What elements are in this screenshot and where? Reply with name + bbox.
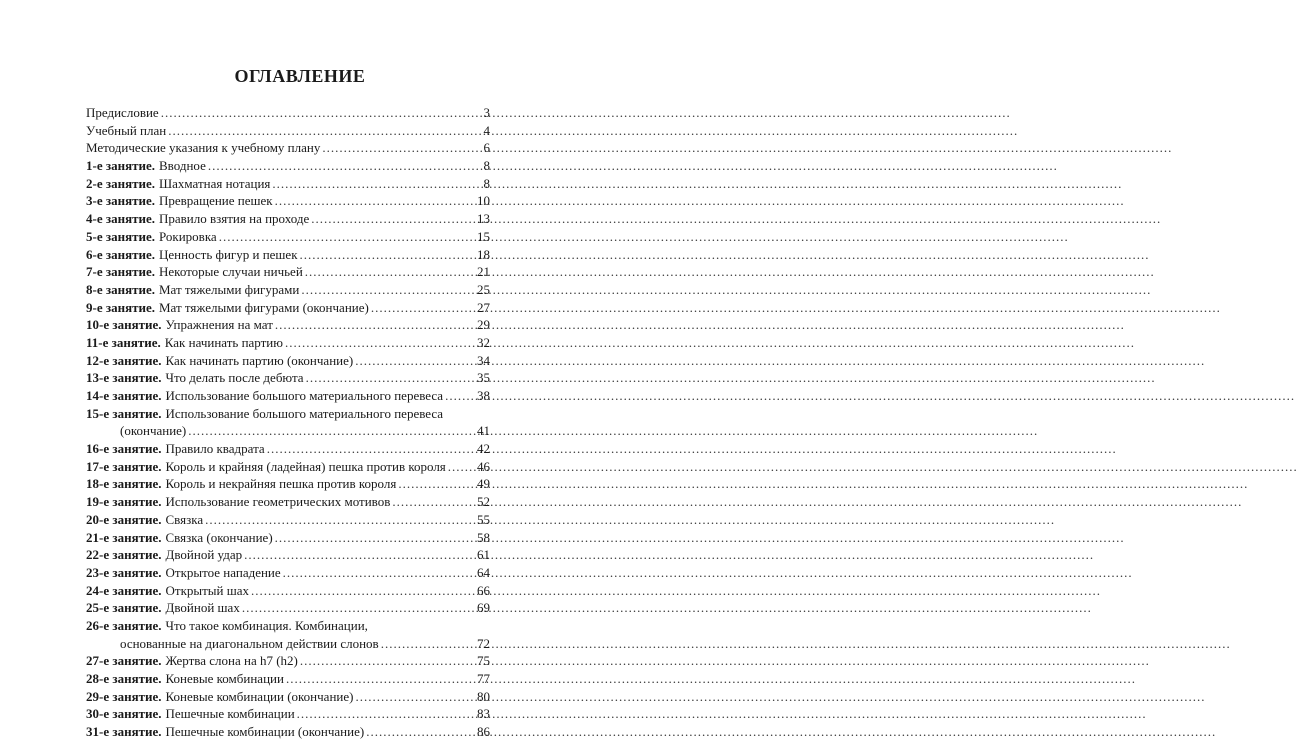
toc-entry	[86, 246, 490, 264]
toc-entry	[86, 192, 490, 210]
toc-title: основанные на диагональном действии слонов	[120, 635, 379, 651]
toc-entry	[86, 139, 490, 157]
toc-line-text	[86, 635, 379, 653]
toc-line-text	[86, 334, 283, 352]
toc-line	[86, 299, 490, 317]
toc-line-text	[86, 529, 273, 547]
toc-entry	[86, 334, 490, 352]
page-number: 49	[477, 476, 490, 492]
toc-title: Что такое комбинация. Комбинации,	[165, 617, 368, 633]
lesson-label: 8-е занятие.	[86, 281, 155, 297]
toc-line-text	[86, 281, 299, 299]
page-number: 25	[477, 281, 490, 297]
dot-leader	[355, 688, 474, 706]
page-number: 83	[477, 706, 490, 722]
dot-leader	[381, 635, 474, 653]
dot-leader	[305, 263, 474, 281]
lesson-label: 14-е занятие.	[86, 388, 162, 403]
dot-leader	[283, 564, 474, 582]
page-number: 8	[483, 158, 490, 174]
toc-entry	[86, 705, 490, 723]
lesson-label: 31-е занятие.	[86, 724, 162, 740]
toc-title: Правило квадрата	[165, 441, 265, 457]
toc-line-text	[86, 246, 298, 264]
toc-line	[86, 635, 490, 653]
dot-leader	[285, 334, 474, 352]
toc-line	[86, 246, 490, 264]
toc-entry	[86, 228, 490, 246]
toc-line-text	[86, 688, 353, 706]
toc-line-text	[86, 617, 368, 635]
toc-title: (окончание)	[120, 423, 187, 439]
toc-line-text	[86, 352, 353, 370]
toc-line	[86, 511, 490, 529]
toc-entry	[86, 175, 490, 193]
toc-line	[86, 281, 490, 299]
dot-leader	[306, 369, 474, 387]
lesson-label: 25-е занятие.	[86, 600, 162, 616]
dot-leader	[275, 192, 474, 210]
lesson-label: 27-е занятие.	[86, 653, 162, 669]
lesson-label: 23-е занятие.	[86, 564, 162, 580]
dot-leader	[300, 246, 474, 264]
lesson-label: 30-е занятие.	[86, 706, 162, 722]
toc-line-text	[86, 475, 396, 493]
dot-leader	[392, 493, 474, 511]
page-number: 55	[477, 511, 490, 527]
toc-line-text	[86, 493, 390, 511]
toc-line	[86, 475, 490, 493]
toc-title: Жертва слона на h7 (h2)	[165, 653, 298, 669]
toc-line	[86, 440, 490, 458]
dot-leader	[208, 157, 474, 175]
toc-title: Связка	[165, 511, 204, 527]
page-number: 66	[477, 582, 490, 598]
toc-title: Шахматная нотация	[159, 175, 271, 191]
dot-leader	[355, 352, 474, 370]
toc-entry	[86, 263, 490, 281]
lesson-label: 16-е занятие.	[86, 441, 162, 457]
toc-line	[86, 493, 490, 511]
toc-line	[86, 104, 490, 122]
dot-leader	[161, 104, 474, 122]
toc-line	[86, 705, 490, 723]
page-number: 4	[483, 122, 490, 138]
toc-title: Ценность фигур и пешек	[159, 246, 298, 262]
lesson-label: 10-е занятие.	[86, 317, 162, 333]
page-number: 64	[477, 564, 490, 580]
toc-line	[86, 652, 490, 670]
page-number: 58	[477, 529, 490, 545]
toc-line	[86, 723, 490, 741]
dot-leader	[322, 139, 474, 157]
toc-line-text	[86, 316, 273, 334]
toc-line	[86, 210, 490, 228]
dot-leader	[275, 529, 474, 547]
page-number: 61	[477, 547, 490, 563]
toc-entry	[86, 546, 490, 564]
toc-entry	[86, 316, 490, 334]
dot-leader	[168, 122, 474, 140]
lesson-label: 22-е занятие.	[86, 547, 162, 563]
toc-line	[86, 387, 490, 405]
toc-title: Использование геометрических мотивов	[165, 494, 391, 510]
toc-line-text	[86, 582, 249, 600]
toc-entry	[86, 369, 490, 387]
lesson-label: 1-е занятие.	[86, 158, 155, 174]
lesson-label: 6-е занятие.	[86, 246, 155, 262]
toc-title: Использование большого материального перевеса	[165, 405, 444, 421]
toc-line	[86, 228, 490, 246]
page-number: 18	[477, 246, 490, 262]
lesson-label: 21-е занятие.	[86, 529, 162, 545]
toc-line-text	[86, 723, 364, 741]
toc-line	[86, 263, 490, 281]
page-number: 15	[477, 228, 490, 244]
toc-line-text	[86, 440, 265, 458]
page-number: 8	[483, 175, 490, 191]
toc-entry	[86, 493, 490, 511]
toc-line-text	[86, 192, 273, 210]
toc-line	[86, 546, 490, 564]
lesson-label: 29-е занятие.	[86, 688, 162, 704]
dot-leader	[242, 599, 474, 617]
lesson-label: 20-е занятие.	[86, 511, 162, 527]
toc-line	[86, 175, 490, 193]
toc-line	[86, 139, 490, 157]
page-number: 46	[477, 458, 490, 474]
toc-entry	[86, 299, 490, 317]
toc-line-text	[86, 157, 206, 175]
dot-leader	[188, 422, 474, 440]
dot-leader	[297, 705, 474, 723]
page-number: 75	[477, 653, 490, 669]
toc-title: Открытое нападение	[165, 564, 281, 580]
toc-line-text	[86, 546, 242, 564]
toc-line-text	[86, 670, 284, 688]
lesson-label: 7-е занятие.	[86, 264, 155, 280]
toc-line-text	[86, 405, 443, 423]
dot-leader	[219, 228, 474, 246]
page-number: 72	[477, 635, 490, 651]
toc-title: Как начинать партию (окончание)	[165, 352, 354, 368]
lesson-label: 9-е занятие.	[86, 299, 155, 315]
toc-line-text	[86, 122, 166, 140]
toc-line-text	[86, 175, 270, 193]
page-number: 29	[477, 317, 490, 333]
toc-line	[86, 405, 490, 423]
toc-line-text	[86, 263, 303, 281]
toc-line-text	[86, 652, 298, 670]
page-title: ОГЛАВЛЕНИЕ	[234, 66, 366, 86]
toc-line	[86, 157, 490, 175]
toc-line	[86, 352, 490, 370]
toc-entry	[86, 723, 490, 741]
dot-leader	[267, 440, 474, 458]
lesson-label: 17-е занятие.	[86, 458, 162, 474]
toc-entry	[86, 352, 490, 370]
page-number: 69	[477, 600, 490, 616]
toc-entry	[86, 104, 490, 122]
page-number: 52	[477, 494, 490, 510]
toc-title: Использование большого материального перевеса	[165, 388, 444, 403]
lesson-label: 5-е занятие.	[86, 228, 155, 244]
toc-title: Учебный план	[86, 122, 167, 138]
toc-title: Двойной шах	[165, 600, 240, 616]
toc-title: Коневые комбинации (окончание)	[165, 688, 354, 704]
page-number: 6	[483, 140, 490, 156]
toc-title: Вводное	[159, 158, 206, 174]
toc-title: Методические указания к учебному плану	[86, 140, 321, 156]
toc-entry	[86, 157, 490, 175]
toc-entry	[86, 210, 490, 228]
toc-line-text	[86, 104, 159, 122]
toc-line-text	[86, 369, 304, 387]
toc-line	[86, 599, 490, 617]
toc-title: Король и некрайняя пешка против короля	[165, 476, 397, 492]
lesson-label: 2-е занятие.	[86, 175, 155, 191]
lesson-label: 11-е занятие.	[86, 334, 161, 350]
toc-line	[86, 529, 490, 547]
table-of-contents	[86, 104, 490, 741]
toc-line	[86, 670, 490, 688]
page-number: 86	[477, 724, 490, 740]
page-number: 42	[477, 441, 490, 457]
toc-line-text	[86, 210, 309, 228]
lesson-label: 28-е занятие.	[86, 671, 162, 686]
page-number: 10	[477, 193, 490, 209]
toc-line-text	[86, 228, 217, 246]
dot-leader	[311, 210, 474, 228]
page-number: 38	[477, 388, 490, 403]
toc-entry	[86, 440, 490, 458]
dot-leader	[371, 299, 474, 317]
toc-title: Коневые комбинации	[165, 671, 284, 686]
page-number: 32	[477, 334, 490, 350]
dot-leader	[286, 670, 474, 688]
toc-line	[86, 582, 490, 600]
page-number: 21	[477, 264, 490, 280]
lesson-label: 24-е занятие.	[86, 582, 162, 598]
toc-line	[86, 422, 490, 440]
toc-title: Пешечные комбинации (окончание)	[165, 724, 365, 740]
toc-title: Упражнения на мат	[165, 317, 273, 333]
page-number: 27	[477, 299, 490, 315]
toc-entry	[86, 475, 490, 493]
toc-entry	[86, 122, 490, 140]
toc-line-text	[86, 458, 446, 476]
dot-leader	[205, 511, 474, 529]
lesson-label: 13-е занятие.	[86, 370, 162, 386]
dot-leader	[445, 387, 474, 405]
toc-entry	[86, 281, 490, 299]
toc-line	[86, 122, 490, 140]
lesson-label: 3-е занятие.	[86, 193, 155, 209]
toc-title: Двойной удар	[165, 547, 243, 563]
toc-title: Правило взятия на проходе	[159, 211, 310, 227]
page-number: 35	[477, 370, 490, 386]
toc-title: Предисловие	[86, 105, 159, 120]
toc-line	[86, 617, 490, 635]
toc-line	[86, 564, 490, 582]
toc-title: Король и крайняя (ладейная) пешка против короля	[165, 458, 446, 474]
page-number: 80	[477, 688, 490, 704]
toc-entry	[86, 652, 490, 670]
toc-line-text	[86, 387, 443, 405]
toc-title: Рокировка	[159, 228, 217, 244]
toc-line	[86, 458, 490, 476]
lesson-label: 15-е занятие.	[86, 405, 162, 421]
toc-entry	[86, 617, 490, 652]
page-number: 3	[483, 105, 490, 120]
dot-leader	[448, 458, 474, 476]
toc-line-text	[86, 705, 295, 723]
toc-title: Превращение пешек	[159, 193, 273, 209]
toc-line	[86, 192, 490, 210]
toc-title: Пешечные комбинации	[165, 706, 295, 722]
page-number: 13	[477, 211, 490, 227]
toc-entry	[86, 458, 490, 476]
toc-entry	[86, 670, 490, 688]
toc-title: Открытый шах	[165, 582, 250, 598]
lesson-label: 4-е занятие.	[86, 211, 155, 227]
dot-leader	[244, 546, 474, 564]
page-number: 41	[477, 423, 490, 439]
toc-entry	[86, 688, 490, 706]
toc-line	[86, 334, 490, 352]
toc-line-text	[86, 564, 281, 582]
toc-entry	[86, 387, 490, 405]
toc-line-text	[86, 139, 320, 157]
dot-leader	[366, 723, 474, 741]
toc-line	[86, 369, 490, 387]
page-number: 34	[477, 352, 490, 368]
toc-entry	[86, 529, 490, 547]
lesson-label: 19-е занятие.	[86, 494, 162, 510]
toc-line-text	[86, 511, 203, 529]
lesson-label: 26-е занятие.	[86, 617, 162, 633]
toc-title: Мат тяжелыми фигурами	[159, 281, 300, 297]
dot-leader	[301, 281, 474, 299]
lesson-label: 12-е занятие.	[86, 352, 162, 368]
toc-title: Как начинать партию	[164, 334, 283, 350]
toc-entry	[86, 582, 490, 600]
toc-line-text	[86, 299, 369, 317]
toc-entry	[86, 405, 490, 440]
toc-line	[86, 316, 490, 334]
toc-title: Некоторые случаи ничьей	[159, 264, 303, 280]
dot-leader	[300, 652, 474, 670]
toc-title: Мат тяжелыми фигурами (окончание)	[159, 299, 369, 315]
toc-entry	[86, 511, 490, 529]
toc-title: Связка (окончание)	[165, 529, 273, 545]
toc-line-text	[86, 422, 186, 440]
dot-leader	[251, 582, 474, 600]
dot-leader	[398, 475, 474, 493]
toc-line-text	[86, 599, 240, 617]
toc-entry	[86, 599, 490, 617]
page-number: 77	[477, 671, 490, 686]
toc-entry	[86, 564, 490, 582]
toc-title: Что делать после дебюта	[165, 370, 304, 386]
toc-line	[86, 688, 490, 706]
dot-leader	[272, 175, 474, 193]
dot-leader	[275, 316, 474, 334]
lesson-label: 18-е занятие.	[86, 476, 162, 492]
